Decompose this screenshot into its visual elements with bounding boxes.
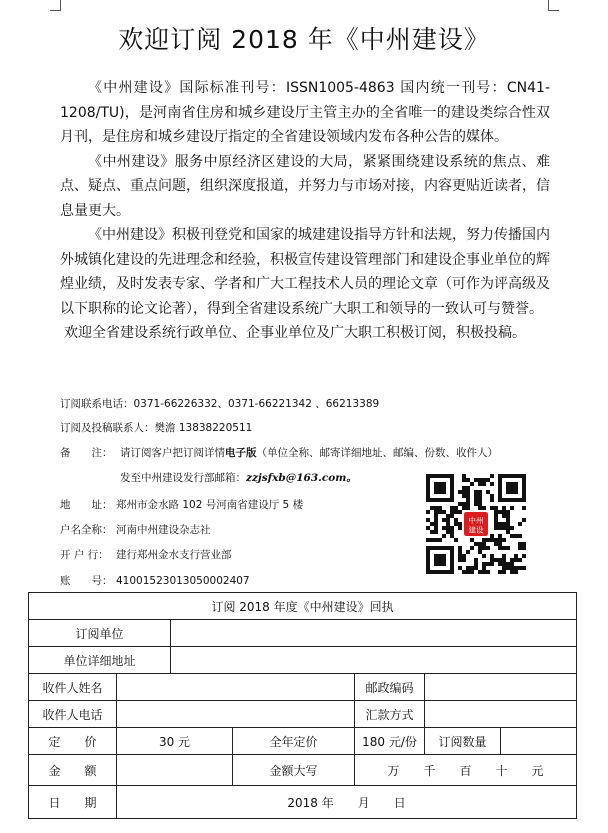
account-number-line xyxy=(60,573,250,588)
address-line xyxy=(60,497,303,512)
amount-field[interactable] xyxy=(117,755,233,786)
crop-mark-right xyxy=(548,0,559,11)
email-label: 发至中州建设发行部邮箱： xyxy=(120,472,246,484)
date-label: 日 期 xyxy=(29,786,117,819)
qr-logo-text-bottom: 建设 xyxy=(468,525,484,535)
contact-person-line xyxy=(60,420,252,435)
account-name-value: 河南中州建设杂志社 xyxy=(116,524,211,536)
address-label: 地 址： xyxy=(60,499,113,511)
account-name-line xyxy=(60,522,211,537)
recipient-phone-label: 收件人电话 xyxy=(29,701,117,728)
unit-address-field[interactable] xyxy=(171,647,577,674)
phone-value: 0371-66226332、0371-66221342 、66213389 xyxy=(133,398,380,410)
qr-logo-text-top: 中州 xyxy=(468,515,484,525)
date-field[interactable]: 2018 年 月 日 xyxy=(117,786,577,819)
paragraph-service: 《中州建设》服务中原经济区建设的大局，紧紧围绕建设系统的焦点、难点、疑点、重点问题，组织深度报道，并努力与市场对接，内容更贴近读者，信息量更大。 xyxy=(60,153,550,219)
phone-label: 订阅联系电话： xyxy=(60,398,134,410)
subscription-receipt-form xyxy=(28,592,577,819)
amount-caps-units[interactable]: 万 千 百 十 元 xyxy=(355,755,577,786)
postcode-field[interactable] xyxy=(425,674,577,701)
contact-person-label: 订阅及投稿联系人： xyxy=(60,422,155,434)
note-pre: 请订阅客户把订阅详情 xyxy=(120,447,225,459)
note-label: 备 注： xyxy=(60,447,113,459)
address-value: 郑州市金水路 102 号河南省建设厅 5 楼 xyxy=(116,499,304,511)
contact-person-value: 樊澹 13838220511 xyxy=(154,422,253,434)
crop-mark-left xyxy=(50,0,61,11)
unit-field[interactable] xyxy=(171,620,577,647)
qr-code-icon xyxy=(426,474,526,574)
bank-line xyxy=(60,547,232,562)
recipient-name-field[interactable] xyxy=(117,674,355,701)
recipient-name-label: 收件人姓名 xyxy=(29,674,117,701)
unit-address-label: 单位详细地址 xyxy=(29,647,171,674)
account-name-label: 户名全称： xyxy=(60,524,113,536)
paragraph-publishing: 《中州建设》积极刊登党和国家的城建建设指导方针和法规，努力传播国内外城镇化建设的先进理念和经验，积极宣传建设管理部门和建设企事业单位的辉煌业绩，及时发表专家、学者和广大工程技术人员的理论文章（可作为评高级及以下职称的论文论著），得到全省建设系统广大职工和领导的一致认可与赞誉。 xyxy=(60,227,550,317)
recipient-phone-field[interactable] xyxy=(117,701,355,728)
price-value: 30 元 xyxy=(117,728,233,755)
quantity-label: 订阅数量 xyxy=(425,728,501,755)
receipt-title: 订阅 2018 年度《中州建设》回执 xyxy=(29,593,577,620)
email-line xyxy=(120,470,357,485)
amount-label: 金 额 xyxy=(29,755,117,786)
postcode-label: 邮政编码 xyxy=(355,674,425,701)
price-label: 定 价 xyxy=(29,728,117,755)
quantity-field[interactable] xyxy=(501,728,577,755)
remit-method-field[interactable] xyxy=(425,701,577,728)
phone-line xyxy=(60,396,379,411)
bank-value: 建行郑州金水支行营业部 xyxy=(116,549,232,561)
account-number-label: 账 号： xyxy=(60,575,113,587)
annual-price-label: 全年定价 xyxy=(233,728,355,755)
paragraph-intro: 《中州建设》国际标准刊号：ISSN1005-4863 国内统一刊号：CN41-1208/TU)，是河南省住房和城乡建设厅主管主办的全省唯一的建设类综合性双月刊，是住房和城乡建设厅指定的全省建设领域内发布各种公告的媒体。 xyxy=(60,80,550,145)
note-line xyxy=(60,445,498,460)
note-post: （单位全称、邮寄详细地址、邮编、份数、收件人） xyxy=(256,447,498,459)
email-link[interactable]: zzjsfxb@163.com。 xyxy=(246,472,357,484)
account-number-value: 41001523013050002407 xyxy=(116,575,250,587)
paragraph-welcome: 欢迎全省建设系统行政单位、企事业单位及广大职工积极订阅，积极投稿。 xyxy=(64,325,526,341)
annual-price-value: 180 元/份 xyxy=(355,728,425,755)
unit-label: 订阅单位 xyxy=(29,620,171,647)
page-title: 欢迎订阅 2018 年《中州建设》 xyxy=(118,25,490,54)
article-body xyxy=(60,76,550,346)
remit-method-label: 汇款方式 xyxy=(355,701,425,728)
bank-label: 开 户 行： xyxy=(60,549,109,561)
note-bold: 电子版 xyxy=(225,447,257,459)
amount-caps-label: 金额大写 xyxy=(233,755,355,786)
